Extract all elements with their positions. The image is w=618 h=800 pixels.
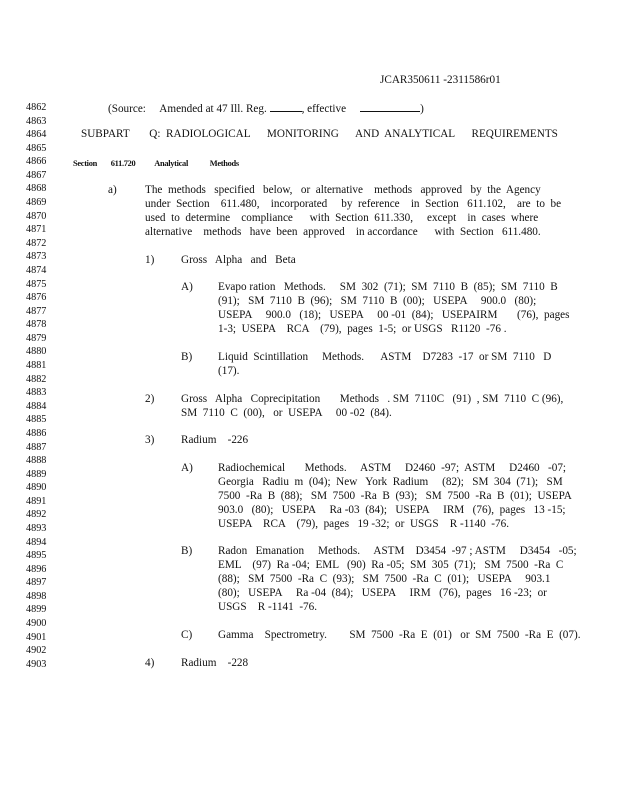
- line-number: 4903: [26, 658, 47, 670]
- item-3-title: Radium -226: [181, 434, 249, 446]
- line-number: 4887: [26, 441, 47, 453]
- item-3C-marker: C): [181, 629, 193, 641]
- line-number: 4880: [26, 346, 47, 358]
- line-number: 4901: [26, 631, 47, 643]
- line-number: 4863: [26, 115, 47, 127]
- item-3A-line: Radiochemical Methods. ASTM D2460 -97; ASTM D2460 -07;: [218, 462, 567, 474]
- line-number: 4874: [26, 264, 47, 276]
- source-note: [108, 101, 424, 116]
- source-close: ): [420, 103, 424, 115]
- line-number: 4862: [26, 102, 47, 113]
- line-number: 4884: [26, 400, 47, 412]
- item-3B-marker: B): [181, 545, 193, 557]
- item-3B-line: (80); USEPA Ra -04 (84); USEPA IRM (76), pages 16 -23; or: [218, 587, 547, 599]
- line-number: 4897: [26, 577, 47, 589]
- line-number: 4893: [26, 522, 47, 534]
- section-title-word1: Analytical: [154, 159, 188, 168]
- line-number: 4879: [26, 332, 47, 344]
- line-number: 4890: [26, 482, 47, 494]
- line-number: 4866: [26, 156, 47, 168]
- item-3A-marker: A): [181, 462, 193, 474]
- line-number: 4891: [26, 495, 47, 507]
- effective-date-blank: [360, 101, 420, 112]
- line-number: 4882: [26, 373, 47, 385]
- item-3A-line: Georgia Radiu m (04); New York Radium (82); SM 304 (71); SM: [218, 476, 563, 488]
- source-amended: Amended at 47 Ill. Reg.: [159, 103, 267, 115]
- subsection-a-line: alternative methods have been approved in accordance with Section 611.480.: [145, 226, 541, 238]
- line-number: 4888: [26, 455, 47, 467]
- line-number: 4892: [26, 509, 47, 521]
- item-3B-line: USGS R -1141 -76.: [218, 601, 318, 613]
- item-1B-marker: B): [181, 351, 193, 363]
- subpart-heading: [81, 128, 558, 141]
- item-1-marker: 1): [145, 254, 155, 266]
- line-number: 4873: [26, 251, 47, 263]
- item-1B-line: Liquid Scintillation Methods. ASTM D7283 -17 or SM 7110 D: [218, 351, 552, 363]
- source-prefix: (Source:: [108, 103, 146, 115]
- item-3A-line: 903.0 (80); USEPA Ra -03 (84); USEPA IRM (76), pages 13 -15;: [218, 504, 566, 516]
- subsection-a-line: used to determine compliance with Section 611.330, except in cases where: [145, 212, 539, 224]
- section-title-word2: Methods: [209, 159, 239, 168]
- item-3A-line: USEPA RCA (79), pages 19 -32; or USGS R -1140 -76.: [218, 518, 509, 530]
- subsection-a-marker: a): [108, 184, 117, 196]
- document-code: JCAR350611 -2311586r01: [380, 74, 501, 86]
- item-3-marker: 3): [145, 434, 155, 446]
- subpart-label: SUBPART: [81, 128, 130, 140]
- line-number: 4868: [26, 183, 47, 195]
- line-number: 4896: [26, 563, 47, 575]
- line-number: 4900: [26, 618, 47, 630]
- item-2-marker: 2): [145, 393, 155, 405]
- line-number: 4898: [26, 590, 47, 602]
- line-number: 4867: [26, 169, 47, 181]
- line-number: 4883: [26, 387, 47, 399]
- section-label: Section: [73, 159, 97, 168]
- line-number: 4877: [26, 305, 47, 317]
- item-2-line: Gross Alpha Coprecipitation Methods . SM 7110C (91) , SM 7110 C (96),: [181, 393, 564, 405]
- line-number: 4886: [26, 427, 47, 439]
- line-number: 4876: [26, 292, 47, 304]
- item-3B-line: EML (97) Ra -04; EML (90) Ra -05; SM 305 (71); SM 7500 -Ra C: [218, 559, 564, 571]
- line-number: 4885: [26, 414, 47, 426]
- line-number: 4894: [26, 536, 47, 548]
- item-4-marker: 4): [145, 657, 155, 669]
- section-number: 611.720: [110, 159, 136, 168]
- item-1A-marker: A): [181, 281, 193, 293]
- line-number: 4895: [26, 550, 47, 562]
- source-effective: , effective: [301, 103, 347, 115]
- item-1A-line: USEPA 900.0 (18); USEPA 00 -01 (84); USEPAIRM (76), pages: [218, 309, 570, 321]
- line-number: 4871: [26, 224, 47, 236]
- subpart-letter: Q:: [149, 128, 161, 140]
- subpart-title: RADIOLOGICAL MONITORING AND ANALYTICAL REQUIREMENTS: [166, 128, 558, 140]
- line-number: 4864: [26, 129, 47, 141]
- item-4-title: Radium -228: [181, 657, 249, 669]
- item-3B-line: Radon Emanation Methods. ASTM D3454 -97 ; ASTM D3454 -05;: [218, 545, 577, 557]
- line-number: 4878: [26, 319, 47, 331]
- line-number: 4902: [26, 645, 47, 657]
- item-1-title: Gross Alpha and Beta: [181, 254, 296, 266]
- line-number: 4872: [26, 237, 47, 249]
- section-heading: [73, 157, 239, 170]
- line-number: 4870: [26, 210, 47, 222]
- line-number: 4869: [26, 197, 47, 209]
- subsection-a-line: under Section 611.480, incorporated by reference in Section 611.102, are to be: [145, 198, 562, 210]
- item-3B-line: (88); SM 7500 -Ra C (93); SM 7500 -Ra C (01); USEPA 903.1: [218, 573, 551, 585]
- line-number: 4889: [26, 468, 47, 480]
- line-number: 4881: [26, 360, 47, 372]
- line-number: 4865: [26, 142, 47, 154]
- item-1B-line: (17).: [218, 365, 240, 377]
- item-1A-line: (91); SM 7110 B (96); SM 7110 B (00); USEPA 900.0 (80);: [218, 295, 537, 307]
- item-2-line: SM 7110 C (00), or USEPA 00 -02 (84).: [181, 407, 392, 419]
- register-blank: [270, 101, 302, 112]
- line-number: 4899: [26, 604, 47, 616]
- item-3C-line: Gamma Spectrometry. SM 7500 -Ra E (01) or SM 7500 -Ra E (07).: [218, 629, 581, 641]
- subsection-a-line: The methods specified below, or alternative methods approved by the Agency: [145, 184, 541, 196]
- item-1A-line: Evapo ration Methods. SM 302 (71); SM 7110 B (85); SM 7110 B: [218, 281, 558, 293]
- item-3A-line: 7500 -Ra B (88); SM 7500 -Ra B (93); SM 7500 -Ra B (01); USEPA: [218, 490, 572, 502]
- line-number: 4875: [26, 278, 47, 290]
- item-1A-line: 1-3; USEPA RCA (79), pages 1-5; or USGS R1120 -76 .: [218, 323, 507, 335]
